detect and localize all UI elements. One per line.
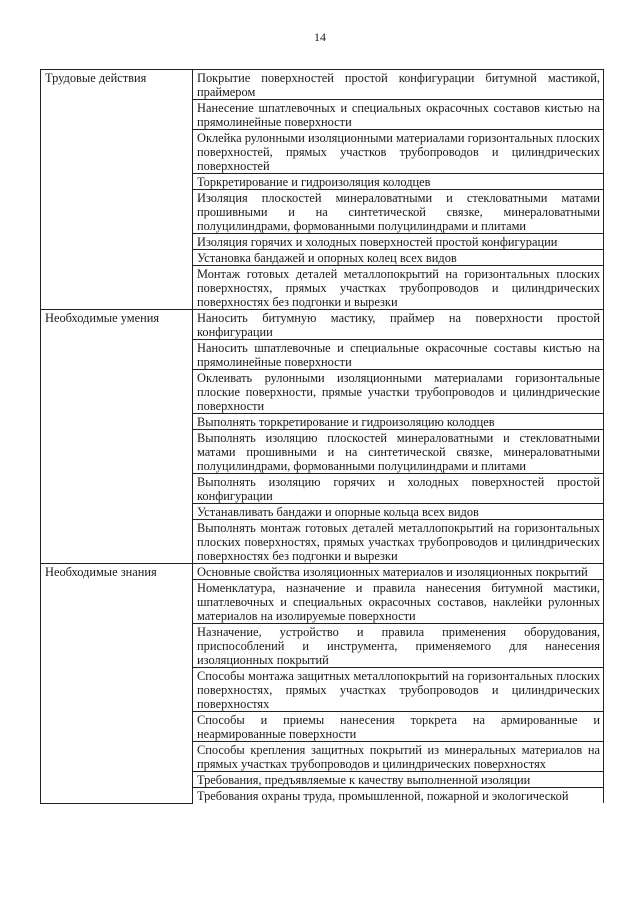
table-row <box>41 564 604 580</box>
requirement-item: Изоляция горячих и холодных поверхностей простой конфигурации <box>193 234 604 250</box>
requirement-item: Требования, предъявляемые к качеству выполненной изоляции <box>193 772 604 788</box>
section-label: Необходимые знания <box>41 564 193 804</box>
requirement-item: Способы монтажа защитных металлопокрытий на горизонтальных плоских поверхностях, прямых участках трубопроводов и цилиндрических поверхностях <box>193 668 604 712</box>
requirement-item: Способы и приемы нанесения торкрета на армированные и неармированные поверхности <box>193 712 604 742</box>
requirement-item: Наносить шпатлевочные и специальные окрасочные составы кистью на прямолинейные поверхности <box>193 340 604 370</box>
requirements-table <box>40 69 604 804</box>
requirement-item: Способы крепления защитных покрытий из минеральных материалов на прямых участках трубопроводов и цилиндрических поверхностях <box>193 742 604 772</box>
requirement-item: Монтаж готовых деталей металлопокрытий на горизонтальных плоских поверхностях, прямых участках трубопроводов и цилиндрических поверхностях без подгонки и вырезки <box>193 266 604 310</box>
requirement-item: Основные свойства изоляционных материалов и изоляционных покрытий <box>193 564 604 580</box>
requirement-item: Выполнять изоляцию плоскостей минераловатными и стекловатными матами прошивными и на синтетической связке, минераловатными полуцилиндрами, формованными полуцилиндрами и плитами <box>193 430 604 474</box>
table-row <box>41 310 604 340</box>
requirement-item: Выполнять торкретирование и гидроизоляцию колодцев <box>193 414 604 430</box>
requirement-item: Оклейка рулонными изоляционными материалами горизонтальных плоских поверхностей, прямых участков трубопроводов и цилиндрических поверхностей <box>193 130 604 174</box>
requirement-item: Покрытие поверхностей простой конфигурации битумной мастикой, праймером <box>193 70 604 100</box>
section-label: Трудовые действия <box>41 70 193 310</box>
requirement-item: Устанавливать бандажи и опорные кольца всех видов <box>193 504 604 520</box>
page-number: 14 <box>314 30 326 44</box>
requirement-item: Изоляция плоскостей минераловатными и стекловатными матами прошивными и на синтетической связке, минераловатными полуцилиндрами, формованными полуцилиндрами и плитами <box>193 190 604 234</box>
requirements-table-body <box>41 70 604 804</box>
requirement-item: Оклеивать рулонными изоляционными материалами горизонтальные плоские поверхности, прямые участки трубопроводов и цилиндрические поверхности <box>193 370 604 414</box>
requirement-item: Установка бандажей и опорных колец всех видов <box>193 250 604 266</box>
requirement-item: Наносить битумную мастику, праймер на поверхности простой конфигурации <box>193 310 604 340</box>
section-label: Необходимые умения <box>41 310 193 564</box>
requirement-item: Выполнять монтаж готовых деталей металлопокрытий на горизонтальных плоских поверхностях, прямых участках трубопроводов и цилиндрических поверхностях без подгонки и вырезки <box>193 520 604 564</box>
requirement-item: Требования охраны труда, промышленной, пожарной и экологической <box>193 788 604 804</box>
requirement-item: Торкретирование и гидроизоляция колодцев <box>193 174 604 190</box>
requirement-item: Выполнять изоляцию горячих и холодных поверхностей простой конфигурации <box>193 474 604 504</box>
requirement-item: Нанесение шпатлевочных и специальных окрасочных составов кистью на прямолинейные поверхности <box>193 100 604 130</box>
table-row <box>41 70 604 100</box>
requirement-item: Назначение, устройство и правила применения оборудования, приспособлений и инструмента, применяемого для нанесения изоляционных покрытий <box>193 624 604 668</box>
requirement-item: Номенклатура, назначение и правила нанесения битумной мастики, шпатлевочных и специальных окрасочных составов, наклейки рулонных материалов на изолируемые поверхности <box>193 580 604 624</box>
